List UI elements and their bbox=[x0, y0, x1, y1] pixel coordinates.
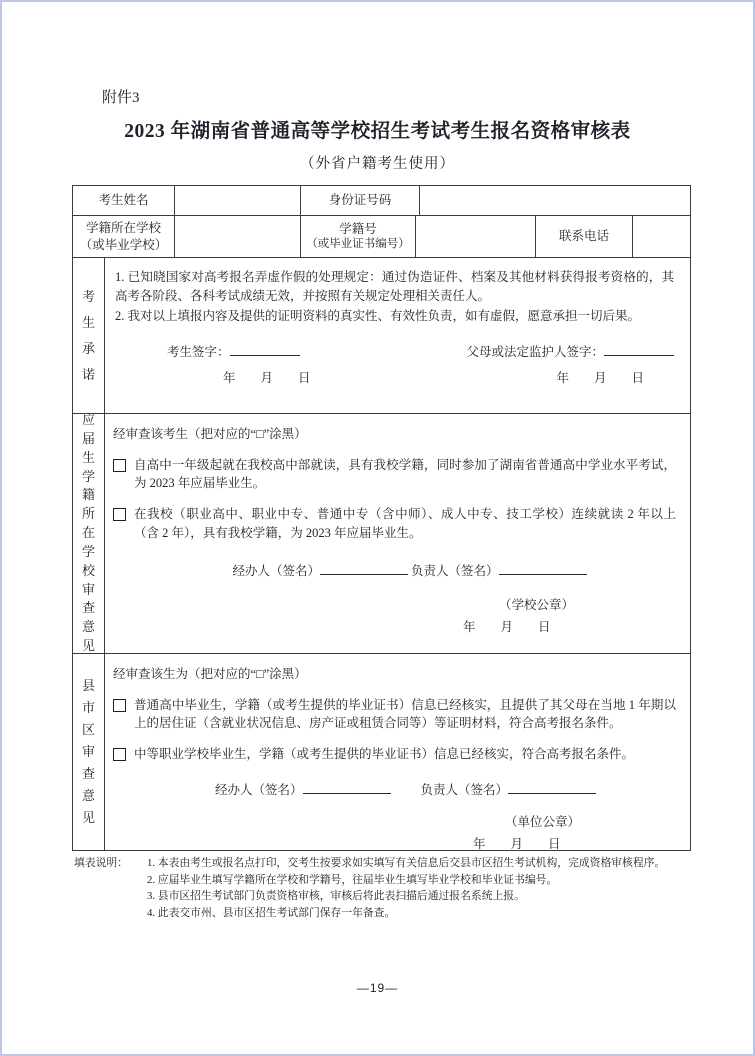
candidate-sign-area bbox=[167, 342, 300, 360]
school-review-date: 年 月 日 bbox=[463, 619, 551, 634]
school-label: 学籍所在学校（或毕业学校） bbox=[73, 216, 175, 257]
candidate-name-label: 考生姓名 bbox=[73, 186, 175, 215]
student-id-label-line2: （或毕业证书编号） bbox=[306, 238, 410, 251]
county-review-content bbox=[105, 654, 690, 850]
school-field[interactable] bbox=[175, 216, 301, 257]
handler-sign-label: 经办人（签名） bbox=[214, 782, 303, 797]
page-number: —19— bbox=[356, 981, 399, 995]
option-checkbox[interactable] bbox=[113, 459, 126, 472]
table-row-basic-info-2 bbox=[73, 216, 690, 258]
note-item-4: 4. 此表交市州、县市区招生考试部门保存一年备查。 bbox=[147, 907, 396, 920]
handler-signature-line[interactable] bbox=[320, 561, 408, 575]
handler-sign-label: 经办人（签名） bbox=[232, 563, 320, 578]
school-seal-label: （学校公章） bbox=[499, 597, 575, 612]
responsible-signature-line[interactable] bbox=[499, 561, 587, 575]
note-item-2: 2. 应届毕业生填写学籍所在学校和学籍号，往届毕业生填写毕业学校和毕业证书编号。 bbox=[147, 873, 558, 886]
pledge-item-1: 1. 已知晓国家对高考报名弄虚作假的处理规定：通过伪造证件、档案及其他材料获得报考资格的，其高考各阶段、各科考试成绩无效，并按照有关规定处理相关责任人。 bbox=[115, 270, 674, 304]
school-review-signature-row bbox=[113, 561, 678, 579]
notes-items bbox=[147, 855, 690, 922]
handler-signature-line[interactable] bbox=[303, 780, 391, 794]
id-number-field[interactable] bbox=[420, 186, 690, 215]
section-county-review bbox=[73, 654, 690, 850]
school-review-content bbox=[105, 414, 690, 653]
county-seal-label: （单位公章） bbox=[505, 814, 581, 829]
form-notes bbox=[74, 855, 690, 922]
county-review-option-1 bbox=[113, 696, 678, 734]
pledge-date-left: 年 月 日 bbox=[223, 371, 311, 386]
section-candidate-pledge bbox=[73, 258, 690, 414]
option-text: 自高中一年级起就在我校高中部就读，具有我校学籍，同时参加了湖南省普通高中学业水平考试，为 2023 年应届毕业生。 bbox=[134, 457, 676, 491]
school-review-section-label: 应届生学籍所在学校审查意见 bbox=[73, 414, 105, 653]
pledge-date-row bbox=[105, 368, 690, 386]
id-number-label: 身份证号码 bbox=[301, 186, 420, 215]
option-checkbox[interactable] bbox=[113, 748, 126, 761]
candidate-signature-line[interactable] bbox=[230, 342, 300, 356]
note-item-1: 1. 本表由考生或报名点打印，交考生按要求如实填写有关信息后交县市区招生考试机构，完成资格审核程序。 bbox=[147, 857, 666, 869]
phone-field[interactable] bbox=[633, 216, 690, 257]
guardian-signature-line[interactable] bbox=[604, 342, 674, 356]
county-review-section-label: 县市区审查意见 bbox=[73, 654, 105, 850]
guardian-sign-label: 父母或法定监护人签字： bbox=[466, 345, 604, 360]
school-review-option-1 bbox=[113, 456, 678, 494]
candidate-sign-label: 考生签字： bbox=[167, 345, 230, 360]
table-row-basic-info-1 bbox=[73, 186, 690, 216]
option-text: 普通高中毕业生，学籍（或考生提供的毕业证书）信息已经核实，且提供了其父母在当地 1 年期以上的居住证（含就业状况信息、房产证或租赁合同等）等证明材料，符合高考报名条件。 bbox=[134, 697, 676, 731]
guardian-sign-area bbox=[466, 342, 674, 360]
responsible-signature-line[interactable] bbox=[508, 780, 596, 794]
note-item-3: 3. 县市区招生考试部门负责资格审核，审核后将此表扫描后通过报名系统上报。 bbox=[147, 890, 525, 903]
page-subtitle: （外省户籍考生使用） bbox=[300, 156, 455, 172]
candidate-name-field[interactable] bbox=[175, 186, 301, 215]
page-title: 2023 年湖南省普通高等学校招生考试考生报名资格审核表 bbox=[124, 121, 631, 142]
option-checkbox[interactable] bbox=[113, 508, 126, 521]
student-id-label bbox=[301, 216, 416, 257]
responsible-sign-label: 负责人（签名） bbox=[420, 782, 509, 797]
pledge-signature-row bbox=[105, 342, 690, 360]
student-id-field[interactable] bbox=[416, 216, 536, 257]
pledge-section-label: 考生承诺 bbox=[73, 258, 105, 413]
school-review-option-2 bbox=[113, 505, 678, 543]
county-review-date: 年 月 日 bbox=[473, 836, 561, 851]
option-text: 在我校（职业高中、职业中专、普通中专（含中师）、成人中专、技工学校）连续就读 2 年以上（含 2 年），具有我校学籍，为 2023 年应届毕业生。 bbox=[134, 507, 676, 540]
attachment-label: 附件3 bbox=[102, 90, 140, 106]
form-table bbox=[72, 185, 691, 851]
responsible-sign-label: 负责人（签名） bbox=[411, 563, 499, 578]
school-review-intro: 经审查该考生（把对应的“□”涂黑） bbox=[113, 427, 307, 441]
notes-label: 填表说明： bbox=[74, 857, 128, 869]
phone-label: 联系电话 bbox=[536, 216, 633, 257]
county-review-signature-row bbox=[113, 780, 678, 798]
option-checkbox[interactable] bbox=[113, 699, 126, 712]
pledge-content bbox=[105, 258, 690, 413]
option-text: 中等职业学校毕业生，学籍（或考生提供的毕业证书）信息已经核实，符合高考报名条件。 bbox=[134, 747, 635, 761]
pledge-item-2: 2. 我对以上填报内容及提供的证明资料的真实性、有效性负责，如有虚假，愿意承担一切后果。 bbox=[115, 308, 641, 323]
county-review-intro: 经审查该生为（把对应的“□”涂黑） bbox=[113, 667, 307, 681]
student-id-label-line1: 学籍号 bbox=[339, 221, 377, 236]
section-school-review bbox=[73, 414, 690, 654]
county-review-option-2 bbox=[113, 745, 678, 764]
pledge-date-right: 年 月 日 bbox=[556, 371, 644, 386]
